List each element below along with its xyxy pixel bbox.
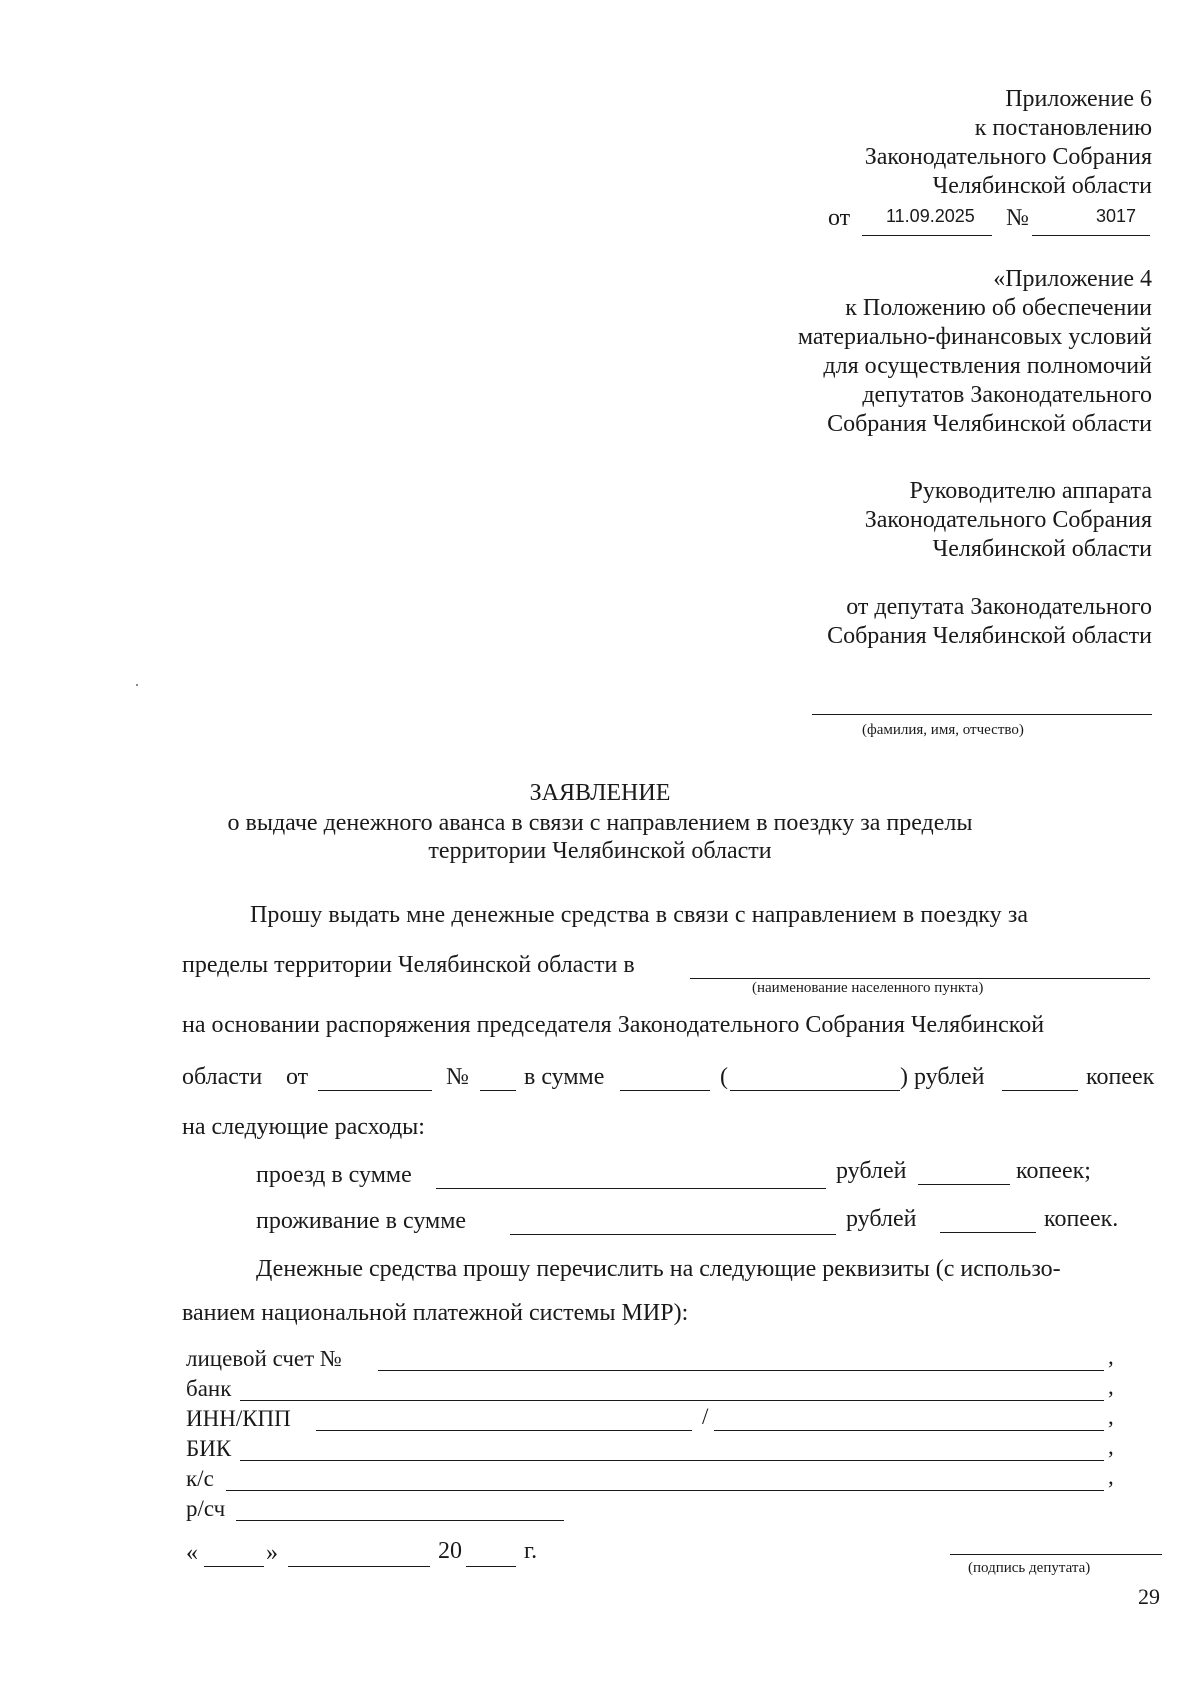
line4-rubley: рублей xyxy=(914,1064,985,1090)
document-subtitle-line2: территории Челябинской области xyxy=(428,838,772,864)
line4-kopeek: копеек xyxy=(1086,1064,1155,1090)
travel-kopecks-line xyxy=(918,1184,1010,1185)
transfer-line2: ванием национальной платежной системы МИР): xyxy=(182,1300,689,1326)
scan-speck xyxy=(136,684,138,686)
bik-line xyxy=(240,1460,1104,1461)
document-subtitle-line1: о выдаче денежного аванса в связи с направлением в поездку за пределы xyxy=(227,810,973,836)
lodging-kopecks-line xyxy=(940,1232,1036,1233)
appendix6-line2: к постановлению xyxy=(974,115,1152,141)
bank-line xyxy=(240,1400,1104,1401)
inn-line xyxy=(316,1430,692,1431)
ks-line xyxy=(226,1490,1104,1491)
decree-number-value: 3017 xyxy=(1096,206,1137,226)
addressee-line2: Законодательного Собрания xyxy=(864,507,1152,533)
addressee-line3: Челябинской области xyxy=(932,536,1152,562)
decree-number-line xyxy=(1032,235,1150,236)
document-title: ЗАЯВЛЕНИЕ xyxy=(529,780,671,806)
signature-caption: (подпись депутата) xyxy=(968,1560,1091,1576)
date-year-line xyxy=(466,1566,516,1567)
appendix4-line3: материально-финансовых условий xyxy=(797,324,1152,350)
decree-date-line xyxy=(862,235,992,236)
line4-paren-open: ( xyxy=(720,1064,728,1090)
sender-line2: Собрания Челябинской области xyxy=(827,623,1152,649)
bik-comma: , xyxy=(1108,1434,1114,1459)
order-date-line xyxy=(318,1090,432,1091)
bik-label: БИК xyxy=(186,1436,232,1461)
request-line1: Прошу выдать мне денежные средства в связи с направлением в поездку за xyxy=(250,902,1029,928)
date-year-prefix: 20 xyxy=(438,1538,462,1564)
lodging-rubles: рублей xyxy=(846,1206,917,1232)
locality-line xyxy=(690,978,1150,979)
date-month-line xyxy=(288,1566,430,1567)
appendix6-line4: Челябинской области xyxy=(932,173,1152,199)
decree-date-value: 11.09.2025 xyxy=(886,206,975,226)
lodging-amount-line xyxy=(510,1234,836,1235)
rs-line xyxy=(236,1520,564,1521)
appendix4-line2: к Положению об обеспечении xyxy=(845,295,1152,321)
fio-line xyxy=(812,714,1152,715)
inn-kpp-label: ИНН/КПП xyxy=(186,1406,291,1431)
locality-caption: (наименование населенного пункта) xyxy=(752,980,984,996)
sum-words-line xyxy=(730,1090,900,1091)
page-number: 29 xyxy=(1138,1584,1160,1609)
transfer-line1: Денежные средства прошу перечислить на следующие реквизиты (с использо- xyxy=(256,1256,1061,1282)
inn-kpp-comma: , xyxy=(1108,1404,1114,1429)
travel-label: проезд в сумме xyxy=(256,1162,412,1188)
line4-paren-close: ) xyxy=(900,1064,908,1090)
request-line3: на основании распоряжения председателя Законодательного Собрания Челябинской xyxy=(182,1012,1045,1038)
travel-kopecks: копеек; xyxy=(1016,1158,1091,1184)
fio-caption: (фамилия, имя, отчество) xyxy=(862,722,1024,738)
account-line xyxy=(378,1370,1104,1371)
line4-oblasti: области xyxy=(182,1064,263,1090)
date-quote-open: « xyxy=(186,1540,198,1566)
signature-line xyxy=(950,1554,1162,1555)
inn-kpp-separator: / xyxy=(702,1404,709,1429)
rs-label: р/сч xyxy=(186,1496,226,1521)
ks-comma: , xyxy=(1108,1464,1114,1489)
bank-comma: , xyxy=(1108,1374,1114,1399)
addressee-line1: Руководителю аппарата xyxy=(909,478,1152,504)
date-quote-close: » xyxy=(266,1540,278,1566)
appendix4-line6: Собрания Челябинской области xyxy=(827,411,1152,437)
request-line2-prefix: пределы территории Челябинской области в xyxy=(182,952,635,978)
appendix6-line3: Законодательного Собрания xyxy=(864,144,1152,170)
ks-label: к/с xyxy=(186,1466,214,1491)
line4-v-summe: в сумме xyxy=(524,1064,605,1090)
appendix4-line4: для осуществления полномочий xyxy=(823,353,1152,379)
kopecks-line xyxy=(1002,1090,1078,1091)
line4-no: № xyxy=(446,1064,469,1090)
decree-date-prefix: от xyxy=(828,205,851,231)
sum-digits-line xyxy=(620,1090,710,1091)
sender-line1: от депутата Законодательного xyxy=(846,594,1152,620)
account-label: лицевой счет № xyxy=(186,1346,342,1371)
lodging-kopecks: копеек. xyxy=(1044,1206,1119,1232)
appendix6-line1: Приложение 6 xyxy=(1005,86,1152,112)
decree-number-sign: № xyxy=(1006,205,1029,231)
account-comma: , xyxy=(1108,1344,1114,1369)
date-day-line xyxy=(204,1566,264,1567)
date-year-suffix: г. xyxy=(524,1538,538,1564)
kpp-line xyxy=(714,1430,1104,1431)
travel-amount-line xyxy=(436,1188,826,1189)
lodging-label: проживание в сумме xyxy=(256,1208,467,1234)
request-line5: на следующие расходы: xyxy=(182,1114,425,1140)
travel-rubles: рублей xyxy=(836,1158,907,1184)
order-number-line xyxy=(480,1090,516,1091)
bank-label: банк xyxy=(186,1376,232,1401)
line4-ot: от xyxy=(286,1064,309,1090)
appendix4-line1: «Приложение 4 xyxy=(993,266,1152,292)
appendix4-line5: депутатов Законодательного xyxy=(862,382,1152,408)
